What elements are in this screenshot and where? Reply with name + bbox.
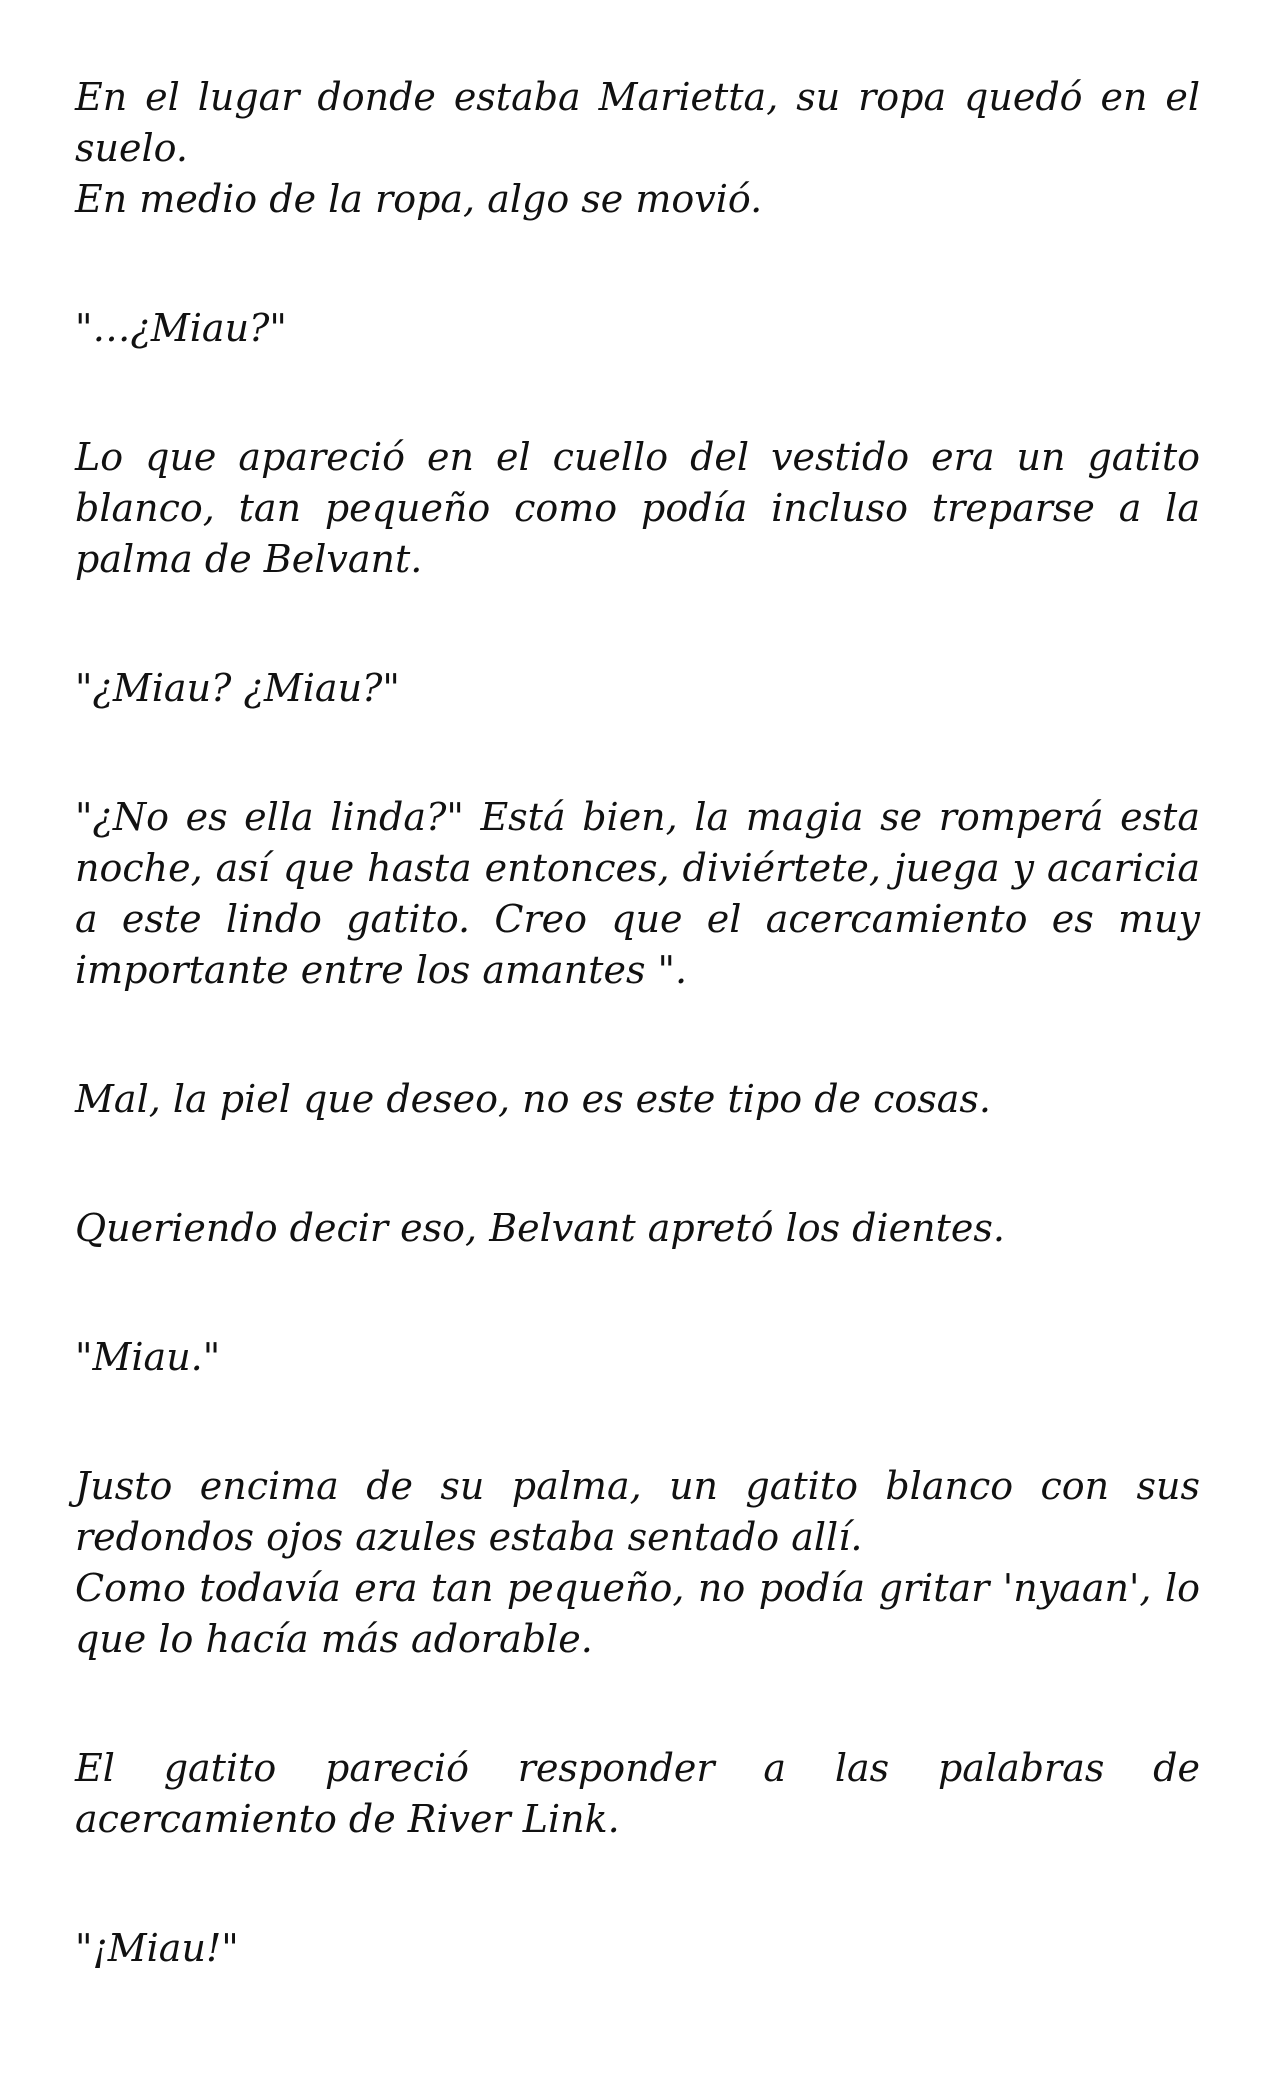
paragraph-4 bbox=[75, 663, 1200, 714]
paragraph-line: Queriendo decir eso, Belvant apretó los dientes. bbox=[75, 1206, 1005, 1250]
paragraph-line: "¡Miau!" bbox=[75, 1926, 239, 1970]
paragraph-line: Lo que apareció en el cuello del vestido era un gatito blanco, tan pequeño como podía incluso treparse a la palma de Belvant. bbox=[75, 435, 1200, 581]
paragraph-1 bbox=[75, 72, 1200, 225]
paragraph-line: El gatito pareció responder a las palabras de acercamiento de River Link. bbox=[75, 1746, 1200, 1841]
paragraph-6 bbox=[75, 1074, 1200, 1125]
paragraph-line: Como todavía era tan pequeño, no podía gritar 'nyaan', lo que lo hacía más adorable. bbox=[75, 1566, 1200, 1661]
paragraph-line: "¿Miau? ¿Miau?" bbox=[75, 666, 400, 710]
paragraph-line: "…¿Miau?" bbox=[75, 306, 287, 350]
paragraph-2 bbox=[75, 303, 1200, 354]
paragraph-9 bbox=[75, 1461, 1200, 1665]
paragraph-8 bbox=[75, 1332, 1200, 1383]
paragraph-7 bbox=[75, 1203, 1200, 1254]
paragraph-line: "¿No es ella linda?" Está bien, la magia se romperá esta noche, así que hasta entonces, diviértete, juega y acaricia a este lindo gatito. Creo que el acercamiento es muy importante entre los amantes ". bbox=[75, 795, 1200, 992]
paragraph-5 bbox=[75, 792, 1200, 996]
paragraph-line: "Miau." bbox=[75, 1335, 221, 1379]
paragraph-3 bbox=[75, 432, 1200, 585]
paragraph-line: Mal, la piel que deseo, no es este tipo de cosas. bbox=[75, 1077, 991, 1121]
paragraph-11 bbox=[75, 1923, 1200, 1974]
paragraph-line: Justo encima de su palma, un gatito blanco con sus redondos ojos azules estaba sentado allí. bbox=[75, 1464, 1200, 1559]
paragraph-line: En el lugar donde estaba Marietta, su ropa quedó en el suelo. bbox=[75, 75, 1200, 170]
paragraph-line: En medio de la ropa, algo se movió. bbox=[75, 177, 763, 221]
paragraph-10 bbox=[75, 1743, 1200, 1845]
